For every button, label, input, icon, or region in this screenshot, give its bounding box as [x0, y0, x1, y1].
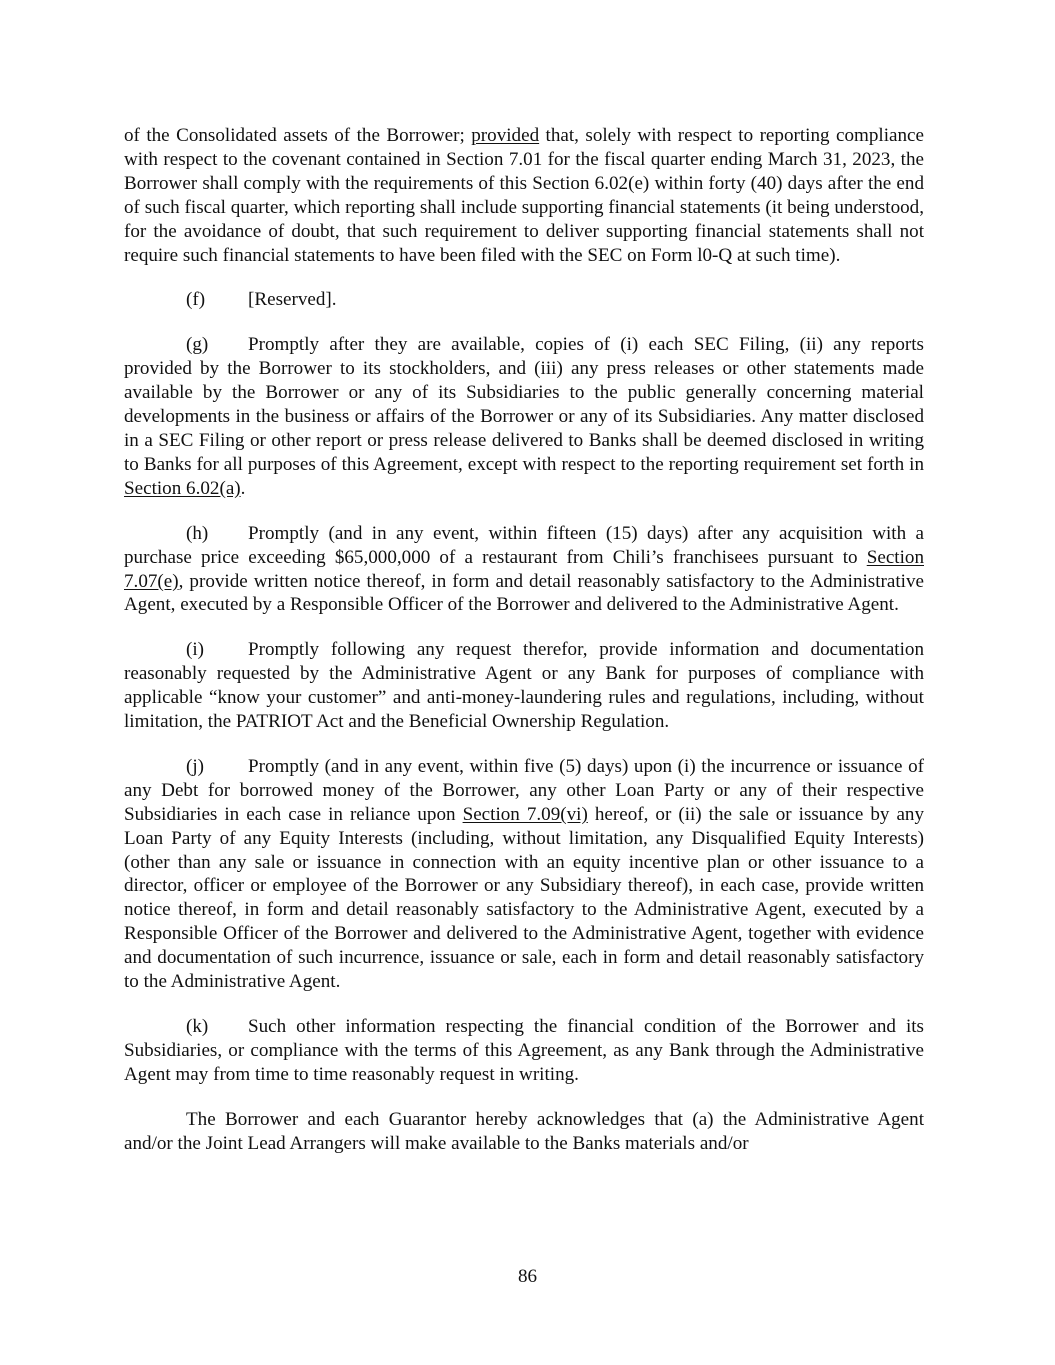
paragraph-text: of the Consolidated assets of the Borrower;	[124, 125, 472, 146]
clause-marker: (i)	[186, 639, 205, 661]
clause-text: Promptly following any request therefor, provide information and documentation reasonably requested by the Administrative Agent or any Bank for purposes of compliance with applicable “know your customer” and anti-money-laundering rules and regulations, including, without limitation, the PATRIOT Act and the Beneficial Ownership Regulation.	[124, 639, 924, 733]
paragraph-continuation	[124, 124, 924, 267]
clause-i	[124, 638, 924, 734]
page-number: 86	[517, 1266, 538, 1287]
clause-f	[124, 288, 924, 312]
paragraph-text: that, solely with respect to reporting compliance with respect to the covenant contained in Section 7.01 for the fiscal quarter ending March 31, 2023, the Borrower shall comply with the requirements of this Section 6.02(e) within forty (40) days after the end of such fiscal quarter, which reporting shall include supporting financial statements (it being understood, for the avoidance of doubt, that such requirement to deliver supporting financial statements shall not require such financial statements to have been filed with the SEC on Form l0-Q at such time).	[124, 125, 924, 266]
clause-g	[124, 333, 924, 500]
clause-text: .	[240, 477, 246, 499]
clause-text: [Reserved].	[248, 289, 337, 311]
section-reference: Section 6.02(a)	[124, 477, 241, 499]
section-reference: Section 7.07(e)	[124, 546, 924, 592]
clause-text: , provide written notice thereof, in form and detail reasonably satisfactory to the Administrative Agent, executed by a Responsible Officer of the Borrower and delivered to the Administrative Agent.	[124, 570, 924, 616]
underlined-term-provided: provided	[471, 125, 540, 146]
clause-text: Such other information respecting the financial condition of the Borrower and its Subsidiaries, or compliance with the terms of this Agreement, as any Bank through the Administrative Agent may from time to time reasonably request in writing.	[124, 1016, 924, 1085]
clause-j	[124, 755, 924, 994]
clause-marker: (k)	[186, 1016, 209, 1037]
section-reference: Section 7.09(vi)	[462, 803, 588, 825]
clause-marker: (g)	[186, 334, 209, 356]
clause-marker: (h)	[186, 522, 209, 544]
clause-marker: (f)	[186, 289, 206, 311]
clause-text: Promptly (and in any event, within fifteen (15) days) after any acquisition with a purchase price exceeding $65,000,000 of a restaurant from Chili’s franchisees pursuant to	[124, 522, 924, 568]
clause-h	[124, 522, 924, 618]
clause-text: Promptly (and in any event, within five (5) days) upon (i) the incurrence or issuance of any Debt for borrowed money of the Borrower, any other Loan Party or any of their respective Subsidiaries in each case in reliance upon	[124, 755, 924, 825]
clause-text: hereof, or (ii) the sale or issuance by any Loan Party of any Equity Interests (including, without limitation, any Disqualified Equity Interests) (other than any sale or issuance in connection with an equity incentive plan or other issuance to a director, officer or employee of the Borrower or any Subsidiary thereof), in each case, provide written notice thereof, in form and detail reasonably satisfactory to the Administrative Agent, executed by a Responsible Officer of the Borrower and delivered to the Administrative Agent, together with evidence and documentation of such incurrence, issuance or sale, each in form and detail reasonably satisfactory to the Administrative Agent.	[124, 803, 925, 993]
document-page	[124, 124, 924, 1177]
clause-marker: (j)	[186, 755, 205, 777]
paragraph-acknowledgement	[124, 1108, 924, 1156]
clause-text: Promptly after they are available, copies of (i) each SEC Filing, (ii) any reports provided by the Borrower to its stockholders, and (iii) any press releases or other statements made available by the Borrower or any of its Subsidiaries to the public generally concerning material developments in the business or affairs of the Borrower or any of its Subsidiaries. Any matter disclosed in a SEC Filing or other report or press release delivered to Banks shall be deemed disclosed in writing to Banks for all purposes of this Agreement, except with respect to the reporting requirement set forth in	[124, 334, 924, 475]
paragraph-text: The Borrower and each Guarantor hereby acknowledges that (a) the Administrative Agent and/or the Joint Lead Arrangers will make available to the Banks materials and/or	[124, 1108, 924, 1154]
clause-k	[124, 1015, 924, 1087]
